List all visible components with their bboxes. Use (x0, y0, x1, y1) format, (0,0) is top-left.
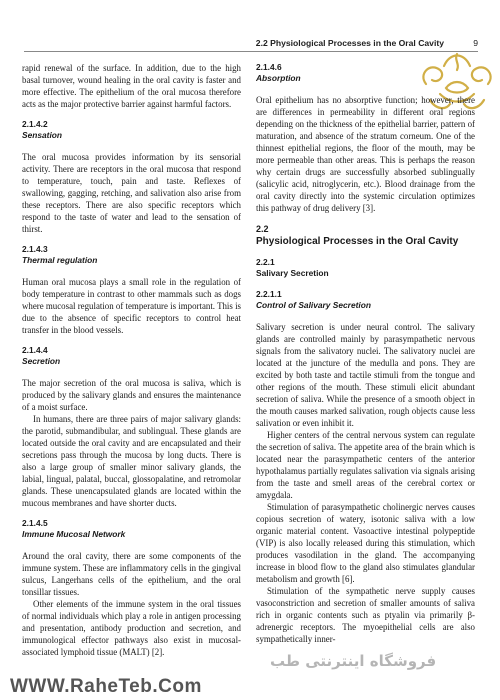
left-column (22, 62, 241, 658)
paragraph: Salivary secretion is under neural control. The salivary glands are controlled mainly by parasympathetic nervous signals from the salivatory nuclei. The salivatory nuclei are located at the juncture of the medulla and pons. They are excited by both taste and tactile stimuli from the tongue and other regions of the mouth. These stimuli elicit abundant secretion of saliva. While the presence of a smooth object in the mouth causes marked salivation, rough objects cause less salivation or even inhibit it. (256, 322, 475, 428)
watermark-url: WWW.RaheTeb.Com (10, 676, 202, 697)
section-number: 2.1.4.5 (22, 518, 48, 528)
section-number: 2.1.4.4 (22, 345, 48, 355)
paragraph: Stimulation of the sympathetic nerve supply causes vasoconstriction and secretion of smaller amounts of saliva rich in organic contents such as ptyalin via primarily β-adrenergic receptors. The myoepithelial cells are also sympathetically inner- (256, 586, 475, 644)
paragraph: Oral epithelium has no absorptive function; however, there are differences in permeability in different oral regions depending on the thickness of the epithelial barrier, pattern of maturation, and absence of the stratum corneum. One of the thinnest epithelial regions, the floor of the mouth, may be more permeable than other areas. This is perhaps the reason why certain drugs are successfully absorbed sublingually (salicylic acid, nitroglycerin, etc.). Blood drainage from the oral cavity directly into the systemic circulation optimizes this pathway of drug delivery [3]. (256, 95, 475, 213)
right-column (256, 62, 475, 645)
section-title: Salivary Secretion (256, 268, 329, 278)
running-head (24, 38, 478, 52)
section-title: Control of Salivary Secretion (256, 300, 371, 310)
section-title: Absorption (256, 73, 301, 83)
section-title: Physiological Processes in the Oral Cavity (256, 236, 459, 247)
paragraph: In humans, there are three pairs of major salivary glands: the parotid, submandibular, and sublingual. These glands are located outside the oral cavity and are encapsulated and their secretions pass through the mucosa by long ducts. There is also a large group of smaller minor salivary glands, the labial, lingual, palatal, buccal, glossopalatine, and retromolar glands. These unencapsulated glands are located within the mucous membranes and have shorter ducts. (22, 414, 241, 508)
paragraph: Human oral mucosa plays a small role in the regulation of body temperature in contrast to other mammals such as dogs where mucosal regulation of temperature is important. This is due to the absence of specific receptors to control heat transfer in the blood vessels. (22, 277, 241, 335)
section-number: 2.1.4.2 (22, 119, 48, 129)
paragraph: Other elements of the immune system in the oral tissues of normal individuals which play a role in antigen processing and presentation, antibody production and secretion, and immunological effector pathways also exist in mucosal-associated lymphoid tissue (MALT) [2]. (22, 599, 241, 657)
section-title: Sensation (22, 130, 63, 140)
page-number: 9 (473, 38, 478, 48)
section-title: Immune Mucosal Network (22, 529, 126, 539)
section-title: Secretion (22, 356, 61, 366)
paragraph: Higher centers of the central nervous system can regulate the secretion of saliva. The appetite area of the brain which is located near the parasympathetic centers of the anterior hypothalamus partially regulates salivation via signals arising from the taste and smell areas of the cerebral cortex or amygdala. (256, 430, 475, 500)
paragraph: Around the oral cavity, there are some components of the immune system. These are inflammatory cells in the gingival sulcus, Langerhans cells of the epithelium, and the oral tonsillar tissues. (22, 551, 241, 597)
section-number: 2.2.1 (256, 257, 275, 267)
running-title: 2.2 Physiological Processes in the Oral Cavity (255, 38, 444, 48)
section-number: 2.1.4.3 (22, 244, 48, 254)
paragraph: Stimulation of parasympathetic cholinergic nerves causes copious secretion of watery, isotonic saliva with a low organic material content. Vasoactive intestinal polypeptide (VIP) is also locally released during this stimulation, which produces vasodilation in the gland. The accompanying increase in blood flow to the gland also stimulates glandular metabolism and growth [6]. (256, 502, 475, 584)
paragraph: rapid renewal of the surface. In addition, due to the high basal turnover, wound healing in the oral cavity is faster and more effective. The epithelium of the oral mucosa therefore acts as the major protective barrier against harmful factors. (22, 63, 241, 109)
watermark-persian-text: فروشگاه اینترنتی طب (270, 652, 437, 670)
paragraph: The major secretion of the oral mucosa is saliva, which is produced by the salivary glands and ensures the maintenance of a moist surface. (22, 378, 241, 412)
section-number: 2.2.1.1 (256, 289, 282, 299)
section-title: Thermal regulation (22, 255, 98, 265)
section-number: 2.1.4.6 (256, 62, 282, 72)
paragraph: The oral mucosa provides information by its sensorial activity. There are receptors in the oral mucosa that respond to temperature, touch, pain and taste. Reflexes of swallowing, gagging, retching, and salivation also arise from these receptors. There are also specific receptors which respond to the taste of water and lead to the sensation of thirst. (22, 152, 241, 234)
section-number: 2.2 (256, 224, 269, 234)
